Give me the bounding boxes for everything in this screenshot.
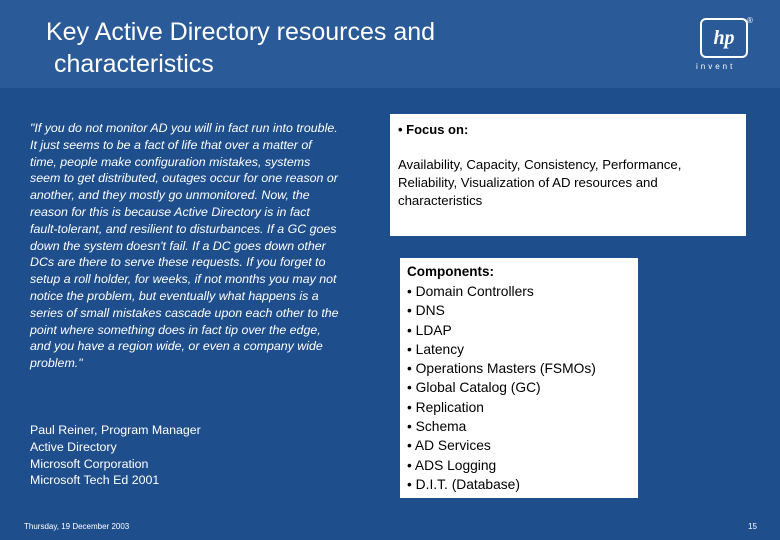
attribution-line: Microsoft Tech Ed 2001 [30, 473, 160, 488]
list-item: • Global Catalog (GC) [407, 380, 541, 396]
list-item: • Schema [407, 419, 467, 435]
focus-text: Availability, Capacity, Consistency, Performance, Reliability, Visualization of AD resources and characteristics [398, 157, 682, 208]
list-item: • Domain Controllers [407, 284, 534, 299]
quote-text: "If you do not monitor AD you will in fact run into trouble. It just seems to be a fact of life that over a matter of time, people make configuration mistakes, systems seem to get distributed, outages occur for one reason or another, and they mostly go unmonitored. Now, the reason for this is because Active Directory is in fact fault-tolerant, and resilient to disturbances. If a GC goes down the system doesn't fail. If a DC goes down other DCs are there to serve these requests. If you forget to setup a roll holder, for weeks, if not months you may not notice the problem, but eventually what happens is a series of small mistakes cascade upon each other to the point where something does in fact tip over the edge, and you have a region wide, or even a company wide problem." [30, 121, 339, 371]
list-item: • Latency [407, 341, 464, 357]
slide-title [46, 16, 646, 80]
attribution-line: Microsoft Corporation [30, 456, 149, 471]
list-item: • D.I.T. (Database) [407, 476, 520, 492]
components-box [400, 258, 638, 498]
quote-attribution [30, 422, 330, 489]
logo-brand: hp [713, 26, 735, 49]
hp-logo-icon [700, 18, 748, 58]
components-title: Components: [407, 264, 494, 279]
footer-date: Thursday, 19 December 2003 [24, 522, 130, 531]
title-line-1: Key Active Directory resources and [46, 18, 436, 46]
hp-logo [694, 18, 752, 78]
title-line-2: characteristics [54, 50, 214, 78]
logo-tagline: invent [696, 62, 736, 71]
attribution-line: Paul Reiner, Program Manager [30, 423, 201, 437]
page-number: 15 [748, 522, 757, 531]
components-list [407, 282, 596, 494]
list-item: • Operations Masters (FSMOs) [407, 361, 596, 377]
list-item: • Replication [407, 399, 484, 415]
focus-title: • Focus on: [398, 122, 469, 137]
list-item: • ADS Logging [407, 457, 497, 473]
focus-box [390, 114, 746, 236]
list-item: • LDAP [407, 322, 452, 338]
attribution-line: Active Directory [30, 439, 117, 454]
slide-header [0, 0, 780, 88]
quote-panel [24, 112, 344, 508]
list-item: • AD Services [407, 438, 491, 454]
logo-registered-mark: ® [747, 16, 753, 25]
list-item: • DNS [407, 303, 445, 319]
